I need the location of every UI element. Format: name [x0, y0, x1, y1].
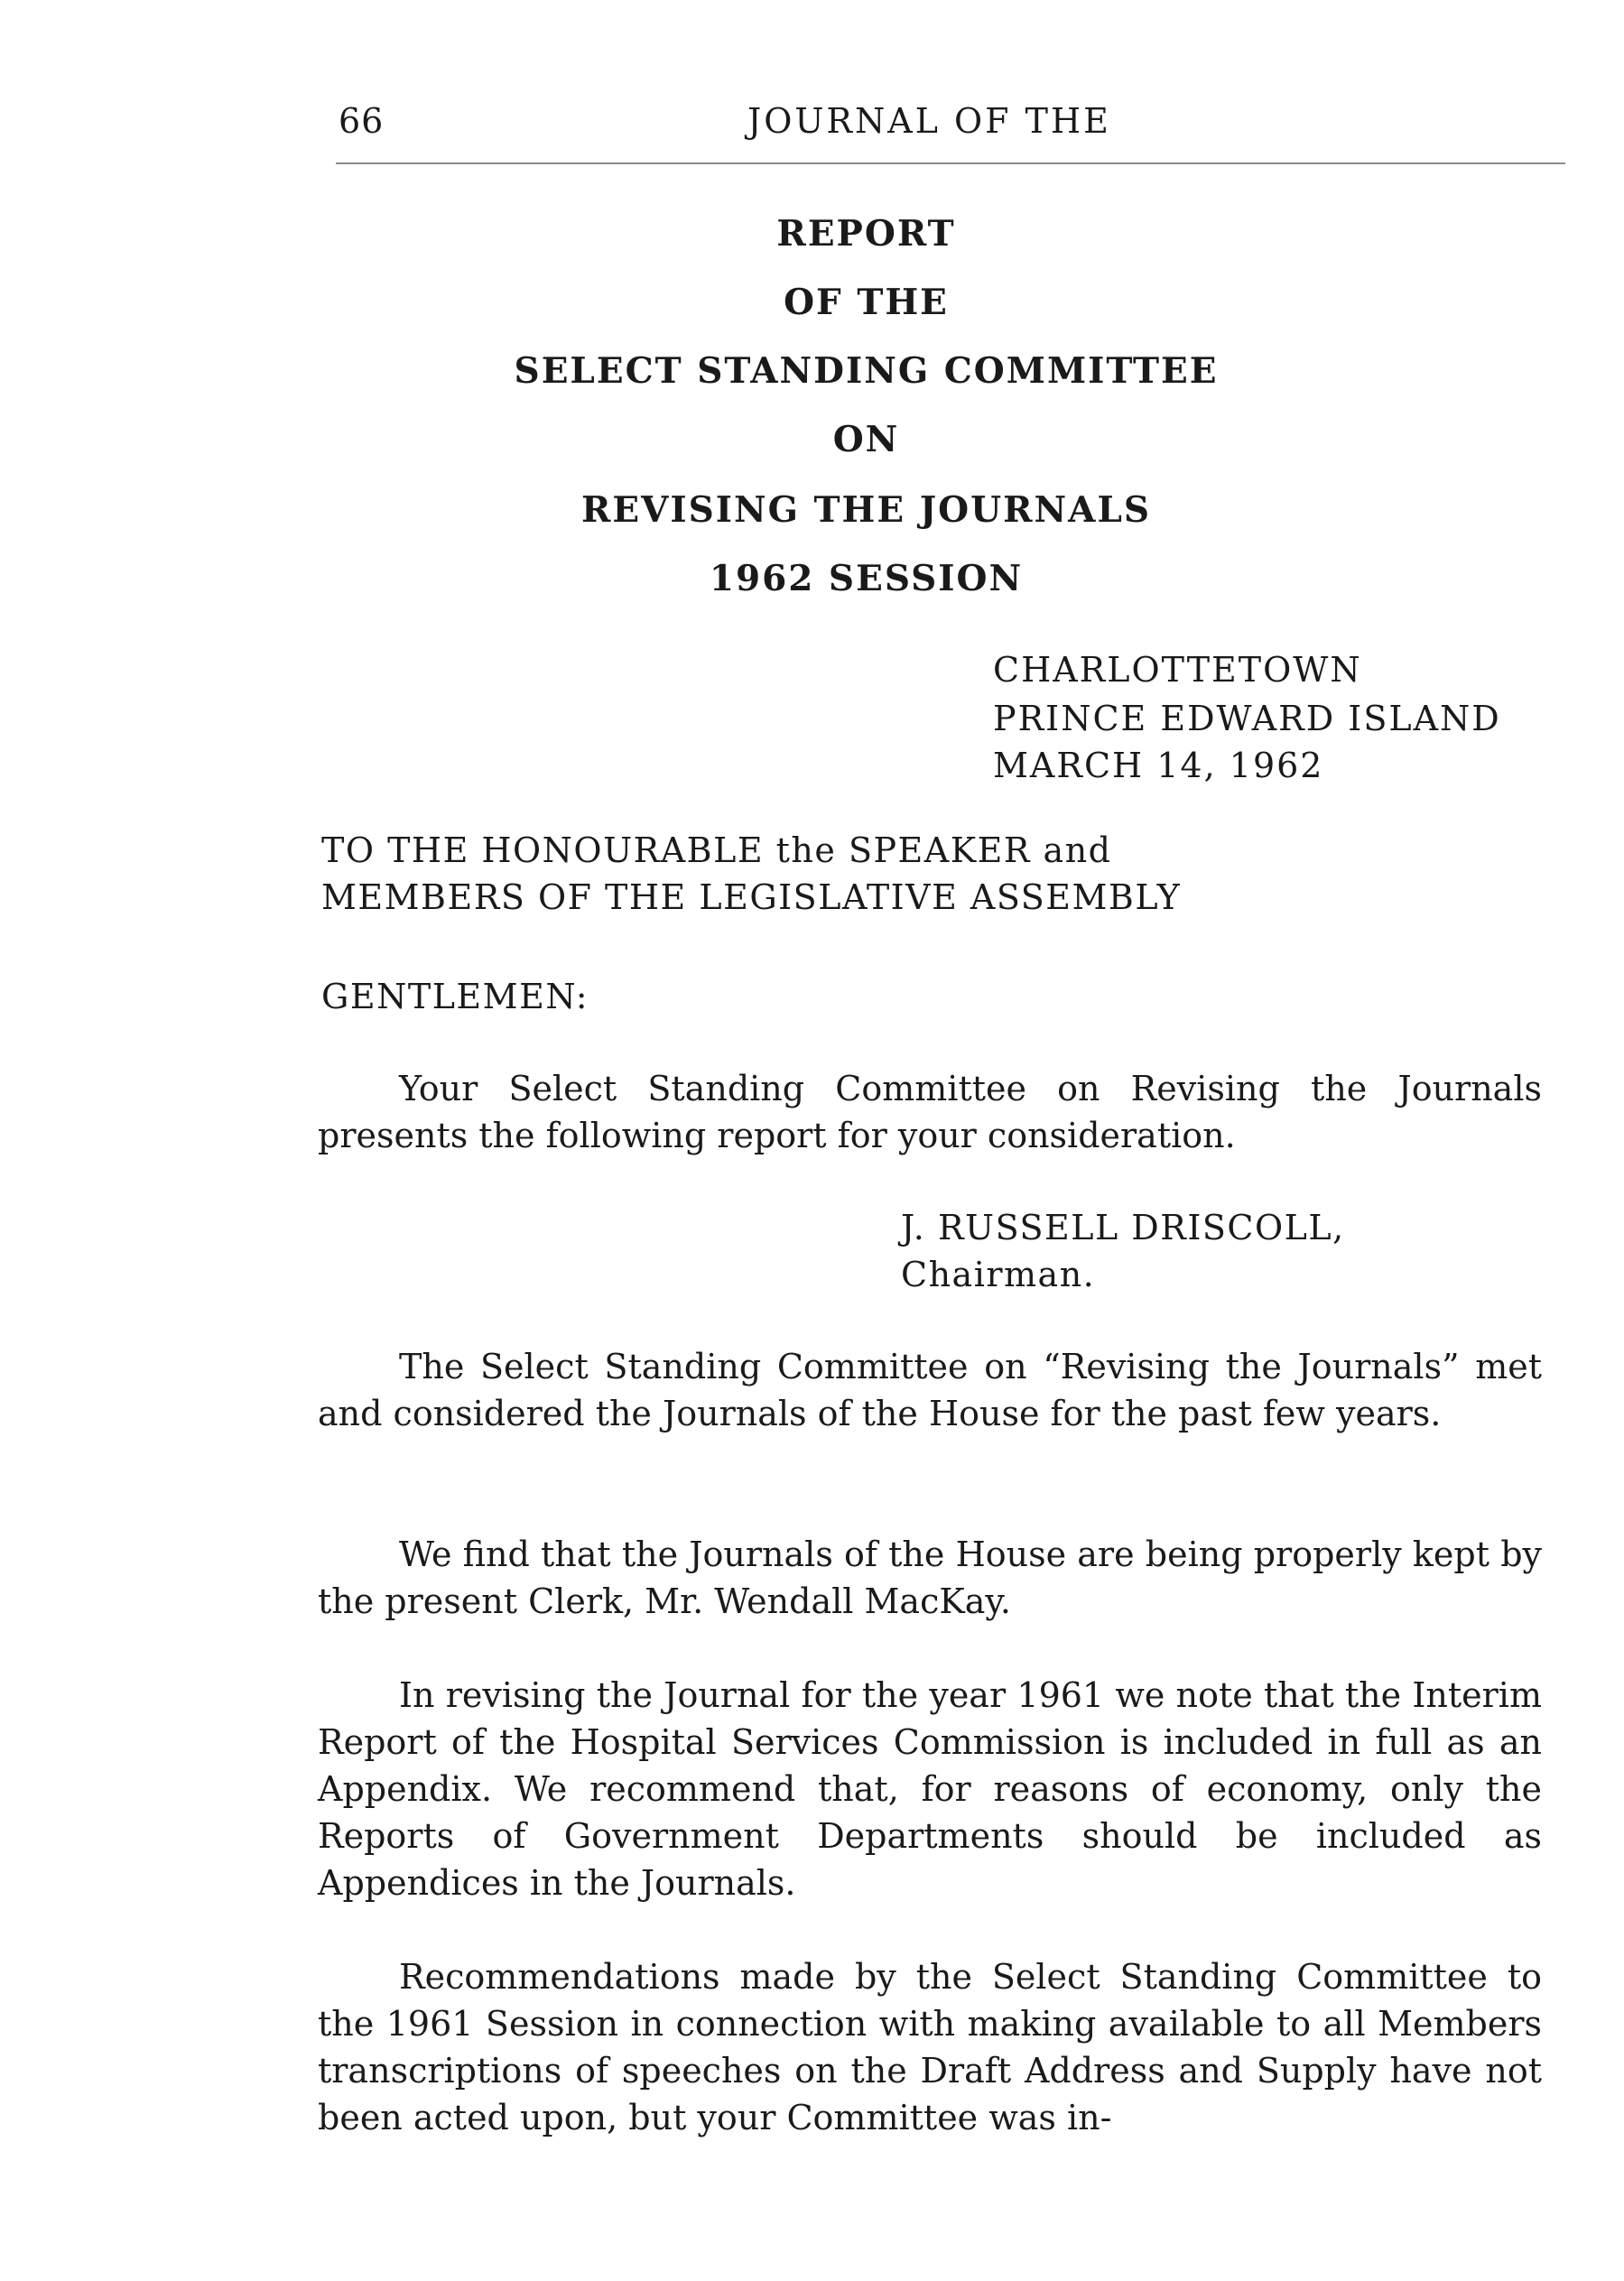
address-line-1: TO THE HONOURABLE the SPEAKER and [321, 830, 1112, 870]
signature-name: J. RUSSELL DRISCOLL, [901, 1208, 1345, 1247]
page-number: 66 [339, 101, 385, 141]
body-paragraph: In revising the Journal for the year 1961 we note that the Interim Report of the Hospital Services Commission is included in full as an Appendix. We recommend that, for reasons of economy, only the Reports of Government Departments should be included as Appendices in the Journals. [318, 1675, 1542, 1903]
signature-title: Chairman. [901, 1255, 1096, 1294]
body-paragraph: Recommendations made by the Select Standing Committee to the 1961 Session in connection with making available to all Members transcriptions of speeches on the Draft Address and Supply have not been acted upon, but your Committee was in- [318, 1957, 1542, 2137]
dateline-city: CHARLOTTETOWN [993, 650, 1362, 690]
intro-paragraph: Your Select Standing Committee on Revising the Journals presents the following report for your consideration. [318, 1069, 1542, 1155]
dateline-province: PRINCE EDWARD ISLAND [993, 699, 1501, 738]
title-line-of-the: OF THE [784, 282, 949, 323]
header-rule [336, 162, 1565, 164]
title-line-committee: SELECT STANDING COMMITTEE [514, 350, 1219, 392]
dateline-date: MARCH 14, 1962 [993, 746, 1324, 785]
address-line-2: MEMBERS OF THE LEGISLATIVE ASSEMBLY [321, 877, 1182, 917]
title-line-on: ON [832, 419, 900, 460]
title-line-report: REPORT [776, 213, 956, 255]
title-line-revising: REVISING THE JOURNALS [580, 489, 1152, 531]
body-paragraph: We find that the Journals of the House are being properly kept by the present Clerk, Mr. Wendall MacKay. [318, 1535, 1542, 1621]
body-paragraph: The Select Standing Committee on “Revising the Journals” met and considered the Journals of the House for the past few years. [318, 1347, 1542, 1433]
running-head: JOURNAL OF THE [747, 101, 1111, 141]
title-line-session: 1962 SESSION [709, 558, 1024, 599]
salutation: GENTLEMEN: [321, 977, 589, 1016]
